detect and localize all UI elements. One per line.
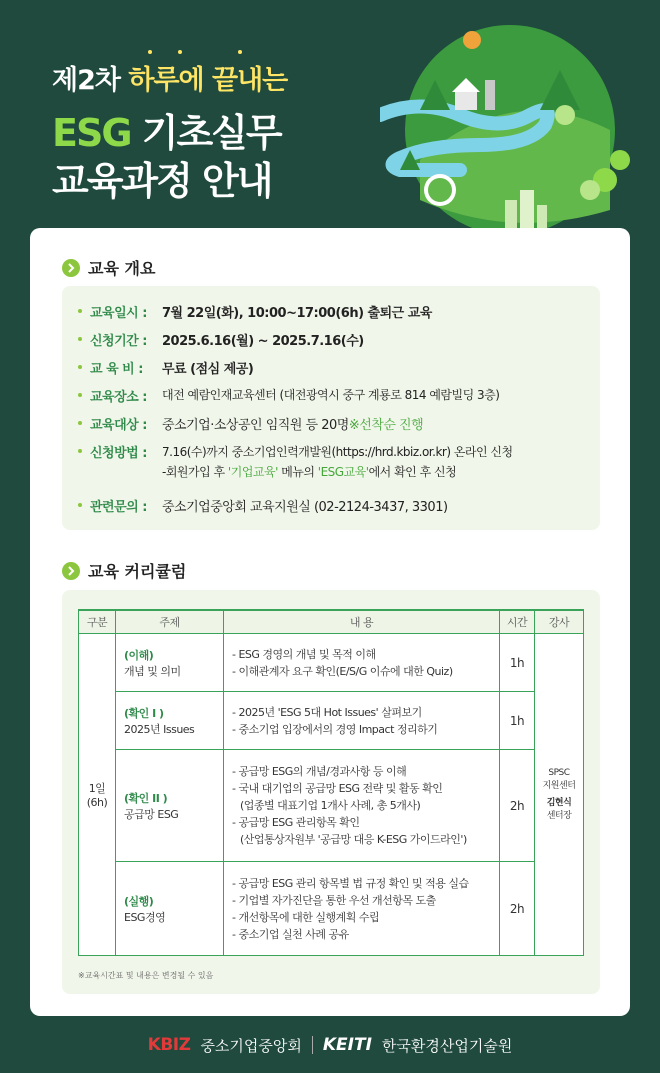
- content-line: (산업통상자원부 '공급망 대응 K-ESG 가이드라인'): [240, 833, 467, 846]
- info-text: -회원가입 후: [162, 465, 228, 479]
- table-row: [79, 634, 584, 692]
- info-text: 에서 확인 후 신청: [368, 465, 457, 479]
- recycle-icon: [555, 105, 575, 125]
- day-label: 1일: [88, 782, 106, 795]
- instructor-org: 지원센터: [542, 780, 576, 791]
- info-row-date: [78, 302, 432, 321]
- content-line: - 중소기업 입장에서의 경영 Impact 정리하기: [232, 722, 438, 736]
- table-header-row: [79, 610, 584, 634]
- column-header: 구분: [79, 610, 116, 634]
- info-row-period: [78, 330, 364, 349]
- keiti-name: 한국환경산업기술원: [381, 1036, 513, 1055]
- info-text: 메뉴의: [277, 465, 318, 479]
- title-line3: 교육과정 안내: [52, 159, 272, 203]
- info-value: 2025.6.16(월) ~ 2025.7.16(수): [162, 334, 364, 349]
- info-value: 중소기업·소상공인 임직원 등 20명: [162, 418, 349, 433]
- content-line: - ESG 경영의 개념 및 목적 이해: [232, 647, 376, 661]
- content-line: - 2025년 'ESG 5대 Hot Issues' 살펴보기: [232, 705, 422, 719]
- overview-box: [62, 286, 600, 530]
- chevron-right-icon: [62, 562, 80, 580]
- sun-icon: [463, 31, 481, 49]
- kbiz-name: 중소기업중앙회: [200, 1036, 302, 1055]
- info-row-fee: [78, 358, 253, 377]
- column-header: 시간: [500, 610, 535, 634]
- topic-tag: (확인 I ): [124, 706, 164, 720]
- title-prefix: 제2차: [52, 65, 129, 96]
- title-highlight: 하루에 끝내는: [128, 65, 288, 96]
- info-value: 대전 예람인재교육센터 (대전광역시 중구 계룡로 814 예람빌딩 3층): [162, 388, 500, 402]
- info-row-method: [78, 442, 513, 482]
- overview-heading: [62, 256, 155, 279]
- emphasis-dot: [148, 50, 152, 54]
- topic-tag: (확인 II ): [124, 791, 168, 805]
- eco-city-illustration: [380, 20, 630, 230]
- curriculum-heading: [62, 559, 186, 582]
- info-label: 교육대상 :: [90, 418, 147, 433]
- info-value: 7월 22일(화), 10:00~17:00(6h) 출퇴근 교육: [162, 306, 432, 321]
- content-cell: [224, 634, 500, 692]
- info-label: 신청방법 :: [90, 446, 147, 461]
- title-rest: 기초실무: [130, 111, 281, 155]
- day-cell: [79, 634, 116, 956]
- title-line1: [52, 58, 287, 97]
- time-cell: 2h: [500, 750, 535, 862]
- table-row: [79, 750, 584, 862]
- topic-name: 2025년 Issues: [124, 722, 195, 736]
- info-value: 중소기업중앙회 교육지원실 (02-2124-3437, 3301): [162, 500, 448, 515]
- info-row-venue: [78, 386, 499, 405]
- info-label: 교육일시 :: [90, 306, 147, 321]
- emphasis-dot: [238, 50, 242, 54]
- content-line: - 공급망 ESG의 개념/경과사항 등 이해: [232, 765, 407, 778]
- title-esg: ESG: [52, 111, 131, 155]
- info-label: 관련문의 :: [90, 500, 147, 515]
- content-line: - 중소기업 실천 사례 공유: [232, 927, 349, 941]
- info-value: 무료 (점심 제공): [162, 362, 254, 377]
- info-value-line2: [162, 462, 513, 482]
- emphasis-dot: [178, 50, 182, 54]
- title-line2: [52, 102, 281, 157]
- day-hours: (6h): [86, 796, 108, 809]
- topic-name: ESG경영: [124, 910, 166, 924]
- table-row: [79, 862, 584, 956]
- column-header: 주제: [116, 610, 224, 634]
- overview-title: 교육 개요: [88, 259, 156, 278]
- content-line: - 공급망 ESG 관리 항목별 법 규정 확인 및 적용 실습: [232, 876, 469, 890]
- content-cell: [224, 692, 500, 750]
- info-value: 7.16(수)까지 중소기업인력개발원(https://hrd.kbiz.or.kr) 온라인 신청: [162, 445, 513, 459]
- menu-name: 'ESG교육': [317, 465, 369, 479]
- time-cell: 1h: [500, 634, 535, 692]
- curriculum-footnote: ※교육시간표 및 내용은 변경될 수 있음: [78, 971, 214, 980]
- chevron-right-icon: [62, 259, 80, 277]
- instructor-title: 센터장: [546, 810, 572, 821]
- info-label: 교육장소 :: [90, 390, 147, 405]
- content-line: - 국내 대기업의 공급망 ESG 전략 및 활동 확인: [232, 782, 443, 795]
- info-label: 신청기간 :: [90, 334, 147, 349]
- info-note: ※선착순 진행: [348, 418, 424, 433]
- menu-name: '기업교육': [227, 465, 278, 479]
- topic-cell: [116, 862, 224, 956]
- content-line: - 기업별 자가진단을 통한 우선 개선항목 도출: [232, 893, 436, 907]
- hero-banner: [0, 0, 660, 230]
- topic-tag: (이해): [124, 648, 154, 662]
- content-line: - 이해관계자 요구 확인(E/S/G 이슈에 대한 Quiz): [232, 664, 453, 678]
- info-row-target: [78, 414, 423, 433]
- content-cell: [224, 750, 500, 862]
- content-line: (업종별 대표기업 1개사 사례, 총 5개사): [240, 799, 421, 812]
- curriculum-title: 교육 커리큘럼: [88, 562, 187, 581]
- content-card: [30, 228, 630, 1016]
- divider: [312, 1036, 313, 1054]
- instructor-org: SPSC: [548, 767, 570, 778]
- table-row: [79, 692, 584, 750]
- content-line: - 공급망 ESG 관리항목 확인: [232, 816, 360, 829]
- topic-cell: [116, 692, 224, 750]
- topic-cell: [116, 634, 224, 692]
- instructor-name: 김현식: [546, 797, 572, 808]
- topic-cell: [116, 750, 224, 862]
- time-cell: 1h: [500, 692, 535, 750]
- instructor-cell: [535, 634, 584, 956]
- keiti-logo: KEITI: [322, 1035, 372, 1055]
- curriculum-table: [78, 609, 584, 956]
- topic-name: 개념 및 의미: [124, 664, 181, 678]
- time-cell: 2h: [500, 862, 535, 956]
- topic-tag: (실행): [124, 894, 154, 908]
- info-label: 교 육 비 :: [90, 362, 143, 377]
- content-line: - 개선항목에 대한 실행계획 수립: [232, 910, 380, 924]
- footer-logos: [0, 1030, 660, 1060]
- info-row-contact: [78, 496, 448, 515]
- content-cell: [224, 862, 500, 956]
- topic-name: 공급망 ESG: [124, 807, 179, 821]
- kbiz-logo: KBIZ: [147, 1035, 191, 1055]
- column-header: 내 용: [224, 610, 500, 634]
- column-header: 강사: [535, 610, 584, 634]
